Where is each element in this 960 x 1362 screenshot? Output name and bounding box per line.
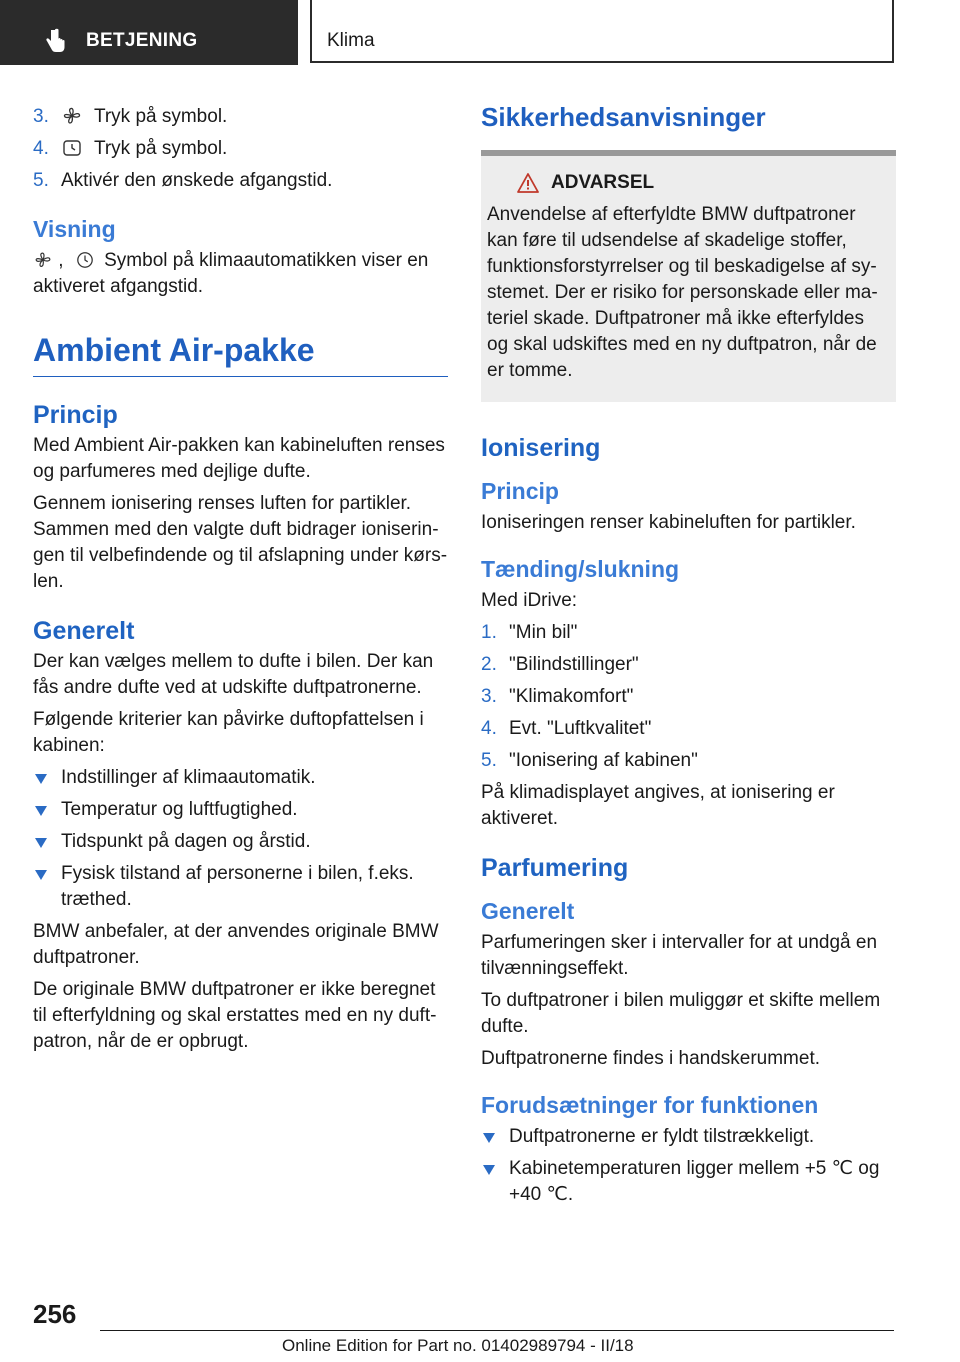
list-item [33, 829, 448, 855]
list-item [481, 620, 896, 646]
forudsaetninger-heading: Forudsætninger for funktionen [481, 1092, 819, 1118]
list-text: Tidspunkt på dagen og årstid. [61, 831, 311, 852]
page-number: 256 [33, 1299, 77, 1329]
visning-paragraph [33, 248, 448, 300]
footer-divider [100, 1330, 894, 1331]
generelt-p4: De originale BMW duftpatroner er ikke beregnet til efterfyldning og skal erstattes med en ny duftpatron, når de er opbrugt. [33, 979, 437, 1052]
generelt-p3: Duftpatronerne findes i handskerummet. [481, 1048, 821, 1069]
step-number: 3. [33, 106, 49, 127]
list-item [481, 652, 896, 678]
list-text: Duftpatronerne er fyldt tilstrækkeligt. [509, 1126, 815, 1147]
list-item [481, 684, 896, 710]
hand-pointer-icon [44, 28, 66, 54]
taending-heading: Tænding/slukning [481, 556, 680, 582]
generelt-heading: Generelt [33, 617, 135, 645]
princip-heading: Princip [481, 478, 559, 504]
chapter-label: Klima [327, 30, 375, 51]
visning-heading: Visning [33, 216, 116, 242]
bullet-triangle-icon [483, 1165, 495, 1175]
warning-header [517, 170, 886, 196]
list-item [481, 1156, 896, 1208]
generelt-p2: Følgende kriterier kan påvirke duftopfattelsen i kabinen: [33, 709, 424, 756]
bullet-triangle-icon [35, 774, 47, 784]
list-text: Indstillinger af klimaautomatik. [61, 767, 316, 788]
princip-text: Ioniseringen renser kabineluften for partikler. [481, 512, 856, 533]
fan-icon [61, 107, 83, 125]
bullet-triangle-icon [35, 838, 47, 848]
bullet-triangle-icon [483, 1133, 495, 1143]
step-text: "Ionisering af kabinen" [509, 750, 698, 771]
right-column [481, 100, 896, 1214]
list-text: Kabinetemperaturen ligger mellem +5 ℃ og +40 ℃. [509, 1158, 880, 1205]
footer-edition: Online Edition for Part no. 01402989794 - II/18 [282, 1336, 634, 1355]
warning-title: ADVARSEL [551, 172, 655, 193]
step-number: 5. [33, 170, 49, 191]
generelt-p2: To duftpatroner i bilen muliggør et skifte mellem dufte. [481, 990, 881, 1037]
list-text: Temperatur og luftfugtighed. [61, 799, 298, 820]
princip-p1: Med Ambient Air-pakken kan kabineluften renses og parfumeres med dejlige dufte. [33, 435, 445, 482]
sikkerhed-heading: Sikkerhedsanvisninger [481, 102, 766, 132]
princip-p2: Gennem ionisering renses luften for partikler. Sammen med den valgte duft bidrager ioniseringen til velbefindende og til afslapning under kørslen. [33, 493, 448, 592]
list-item [33, 765, 448, 791]
generelt-p3: BMW anbefaler, at der anvendes originale BMW duftpatroner. [33, 921, 439, 968]
list-item [33, 104, 448, 130]
step-text: Evt. "Luftkvalitet" [509, 718, 652, 739]
parfumering-heading: Parfumering [481, 854, 629, 882]
list-item [33, 861, 448, 913]
step-text: Aktivér den ønskede afgangstid. [61, 170, 333, 191]
generelt-p1: Der kan vælges mellem to dufte i bilen. Der kan fås andre dufte ved at udskifte duftpatronerne. [33, 651, 434, 698]
step-text: Tryk på symbol. [93, 138, 228, 159]
taending-intro: Med iDrive: [481, 590, 578, 611]
step-number: 4. [33, 138, 49, 159]
ambient-heading: Ambient Air-pakke [33, 330, 448, 377]
step-number: 4. [481, 718, 497, 739]
step-number: 3. [481, 686, 497, 707]
step-number: 5. [481, 750, 497, 771]
step-text: "Bilindstillinger" [509, 654, 639, 675]
step-text: "Min bil" [509, 622, 578, 643]
chapter-header [310, 0, 894, 63]
princip-heading: Princip [33, 401, 118, 429]
step-text: "Klimakomfort" [509, 686, 634, 707]
ionisering-heading: Ionisering [481, 434, 601, 462]
bullet-triangle-icon [35, 870, 47, 880]
generelt-heading: Generelt [481, 898, 575, 924]
section-tab [0, 0, 298, 65]
clock-icon [75, 251, 95, 269]
list-item [481, 1124, 896, 1150]
visning-separator: , [53, 250, 64, 271]
list-item [33, 797, 448, 823]
warning-text: Anvendelse af efterfyldte BMW duftpatroner kan føre til udsendelse af skadelige stoffer, funktionsforstyrrelser og til beskadigelse af systemet. Der er risiko for personskade eller materiel skade. Duftpatroner må ikke efterfyldes og skal udskiftes med en ny duftpatron, når de er tomme. [487, 204, 878, 381]
step-text: Tryk på symbol. [93, 106, 228, 127]
step-number: 2. [481, 654, 497, 675]
fan-icon [33, 251, 53, 269]
list-item [481, 748, 896, 774]
bullet-triangle-icon [35, 806, 47, 816]
list-item [481, 716, 896, 742]
timer-icon [61, 139, 83, 157]
warning-box [481, 150, 896, 402]
warning-triangle-icon [517, 173, 539, 193]
step-number: 1. [481, 622, 497, 643]
list-text: Fysisk tilstand af personerne i bilen, f.eks. træthed. [61, 863, 414, 910]
taending-after: På klimadisplayet angives, at ionisering er aktiveret. [481, 782, 835, 829]
list-item [33, 168, 448, 194]
list-item [33, 136, 448, 162]
section-label: BETJENING [86, 30, 198, 51]
visning-text: Symbol på klimaautomatikken viser en aktiveret afgangstid. [33, 250, 429, 297]
generelt-p1: Parfumeringen sker i intervaller for at undgå en tilvænningseffekt. [481, 932, 878, 979]
left-column [33, 100, 448, 1061]
